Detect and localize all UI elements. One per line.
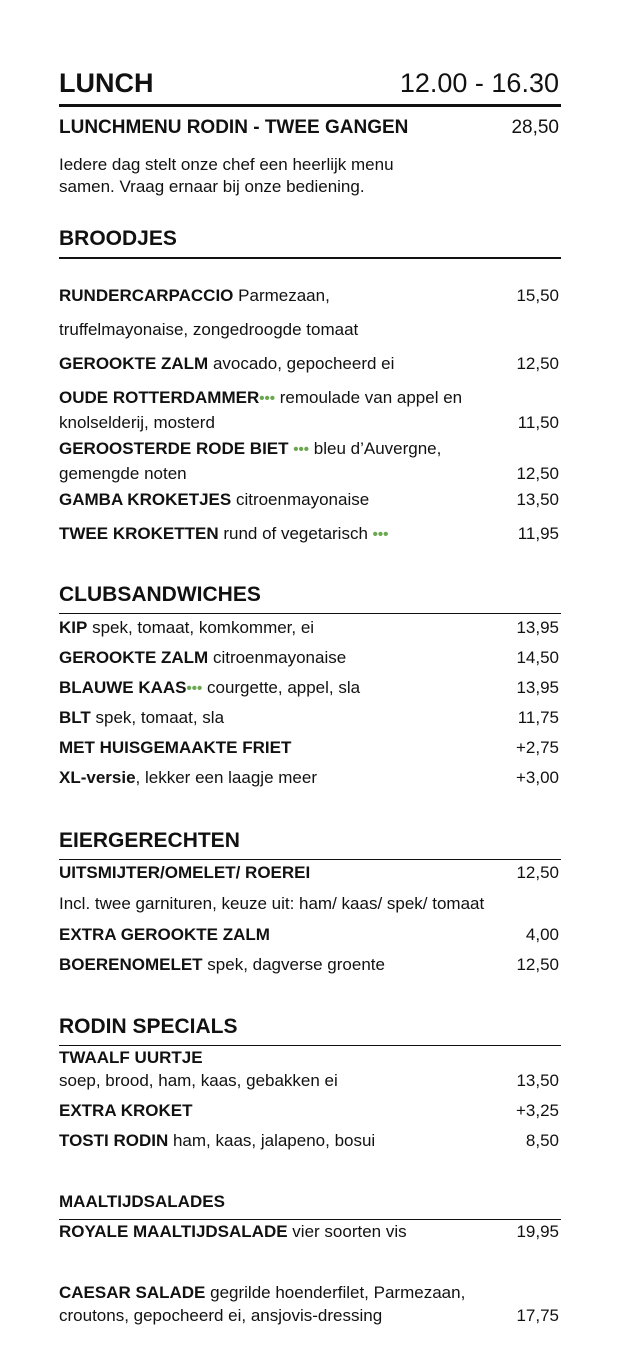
menu-item: CAESAR SALADE gegrilde hoenderfilet, Parmezaan,	[59, 1283, 466, 1302]
menu-item: OUDE ROTTERDAMMER••• remoulade van appel en	[59, 388, 463, 407]
section-divider	[59, 859, 561, 860]
vegetarian-dots-icon: •••	[372, 526, 389, 543]
menu-item-desc: gemengde noten	[59, 464, 187, 483]
menu-item-price: 15,50	[516, 286, 559, 305]
title-divider	[59, 104, 561, 107]
vegetarian-dots-icon: •••	[293, 441, 310, 458]
menu-item: TOSTI RODIN ham, kaas, jalapeno, bosui	[59, 1131, 376, 1150]
section-heading-eiergerechten: EIERGERECHTEN	[59, 829, 240, 852]
menu-item: TWEE KROKETTEN rund of vegetarisch •••	[59, 524, 389, 543]
menu-item-price: 19,95	[516, 1222, 559, 1241]
menu-item-price: 4,00	[525, 925, 559, 944]
opening-hours: 12.00 - 16.30	[399, 68, 559, 98]
menu-item-desc: truffelmayonaise, zongedroogde tomaat	[59, 320, 359, 339]
menu-item-price: +3,25	[515, 1101, 559, 1120]
menu-item: TWAALF UURTJE	[59, 1048, 203, 1067]
vegetarian-dots-icon: •••	[186, 680, 203, 697]
menu-item-price: 13,50	[516, 1071, 559, 1090]
lunchmenu-desc-line2: samen. Vraag ernaar bij onze bediening.	[59, 177, 365, 196]
menu-item-price: 11,50	[517, 413, 559, 432]
section-heading-salades: MAALTIJDSALADES	[59, 1192, 225, 1211]
menu-item-desc: soep, brood, ham, kaas, gebakken ei	[59, 1071, 338, 1090]
page-title: LUNCH	[59, 68, 154, 98]
menu-item: XL-versie, lekker een laagje meer	[59, 768, 317, 787]
menu-item: KIP spek, tomaat, komkommer, ei	[59, 618, 315, 637]
menu-item-desc: knolselderij, mosterd	[59, 413, 215, 432]
menu-item-price: +3,00	[515, 768, 559, 787]
menu-item-desc: croutons, gepocheerd ei, ansjovis-dressing	[59, 1306, 383, 1325]
menu-item-price: 11,75	[517, 708, 559, 727]
section-heading-specials: RODIN SPECIALS	[59, 1015, 238, 1038]
menu-item-price: 12,50	[516, 464, 559, 483]
menu-item: EXTRA KROKET	[59, 1101, 193, 1120]
menu-item: ROYALE MAALTIJDSALADE vier soorten vis	[59, 1222, 407, 1241]
menu-item: BLAUWE KAAS••• courgette, appel, sla	[59, 678, 361, 697]
menu-item-price: 13,50	[516, 490, 559, 509]
menu-item-price: +2,75	[515, 738, 559, 757]
menu-item-price: 12,50	[516, 354, 559, 373]
menu-item: GEROOKTE ZALM avocado, gepocheerd ei	[59, 354, 395, 373]
section-divider	[59, 1219, 561, 1220]
section-divider	[59, 613, 561, 614]
menu-item-price: 13,95	[516, 618, 559, 637]
menu-item: UITSMIJTER/OMELET/ ROEREI	[59, 863, 311, 882]
menu-item: GEROOSTERDE RODE BIET ••• bleu d’Auvergne,	[59, 439, 442, 458]
menu-item: BLT spek, tomaat, sla	[59, 708, 225, 727]
menu-item: MET HUISGEMAAKTE FRIET	[59, 738, 292, 757]
section-divider	[59, 257, 561, 259]
menu-item-price: 13,95	[516, 678, 559, 697]
menu-item-price: 14,50	[516, 648, 559, 667]
lunchmenu-price: 28,50	[511, 117, 559, 138]
section-heading-clubsandwiches: CLUBSANDWICHES	[59, 583, 261, 606]
menu-item-desc: Incl. twee garnituren, keuze uit: ham/ kaas/ spek/ tomaat	[59, 894, 485, 913]
menu-item-price: 17,75	[516, 1306, 559, 1325]
menu-item: BOERENOMELET spek, dagverse groente	[59, 955, 385, 974]
menu-item: GEROOKTE ZALM citroenmayonaise	[59, 648, 347, 667]
menu-item: GAMBA KROKETJES citroenmayonaise	[59, 490, 370, 509]
lunchmenu-name: LUNCHMENU RODIN - TWEE GANGEN	[59, 117, 409, 138]
vegetarian-dots-icon: •••	[259, 390, 275, 407]
menu-item: RUNDERCARPACCIO Parmezaan,	[59, 286, 330, 305]
lunchmenu-desc-line1: Iedere dag stelt onze chef een heerlijk menu	[59, 155, 394, 174]
menu-item: EXTRA GEROOKTE ZALM	[59, 925, 270, 944]
menu-item-price: 11,95	[517, 524, 559, 543]
menu-item-price: 8,50	[525, 1131, 559, 1150]
menu-item-price: 12,50	[516, 955, 559, 974]
section-divider	[59, 1045, 561, 1046]
section-heading-broodjes: BROODJES	[59, 227, 177, 250]
menu-item-price: 12,50	[516, 863, 559, 882]
